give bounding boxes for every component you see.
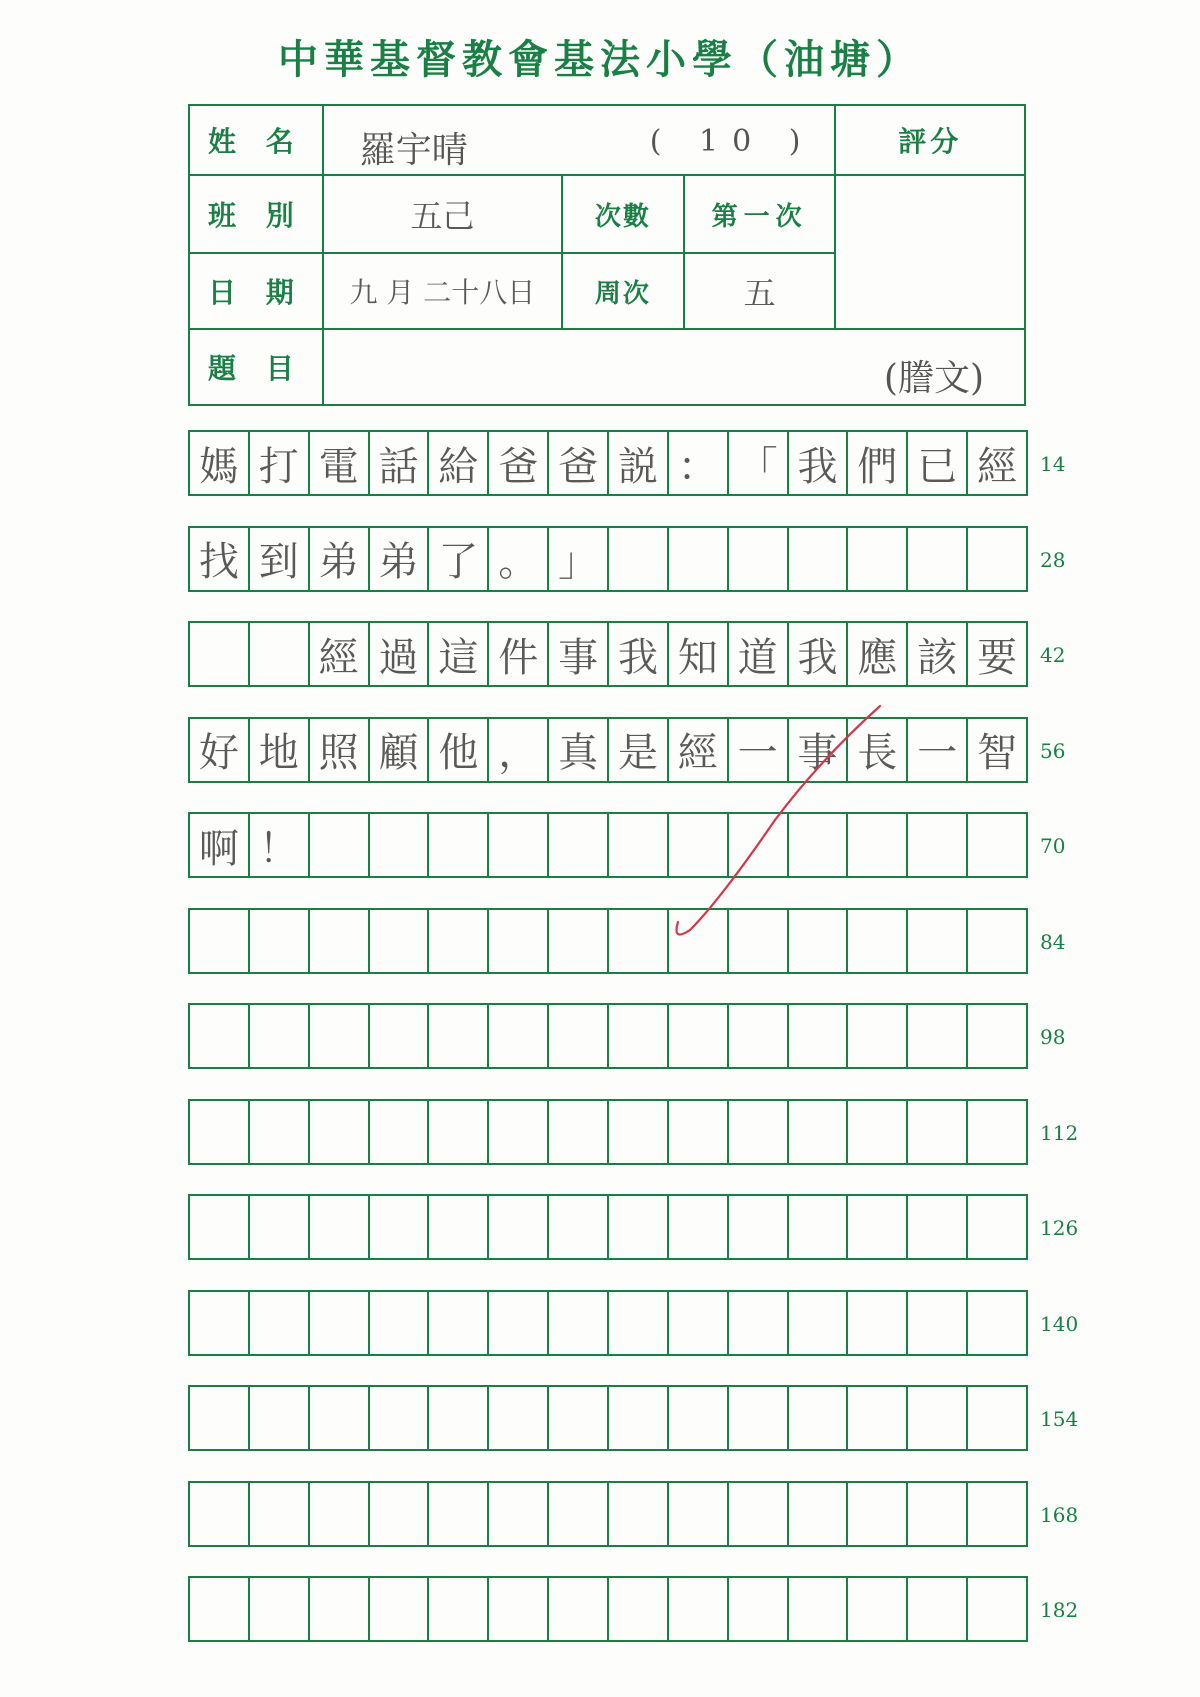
grid-cell — [250, 1578, 310, 1640]
grid-cell — [429, 1101, 489, 1163]
grid-cell — [729, 910, 789, 972]
grid-cell — [669, 1101, 729, 1163]
grid-cell — [968, 1387, 1026, 1449]
grid-cell — [190, 1196, 250, 1258]
grid-cell — [908, 1005, 968, 1067]
grid-cell: 我 — [609, 623, 669, 685]
grid-cell — [848, 1196, 908, 1258]
header-info-table — [188, 104, 1026, 406]
grid-row — [188, 717, 1028, 783]
grid-cell — [429, 1387, 489, 1449]
grid-cell — [489, 814, 549, 876]
grid-cell — [789, 1292, 849, 1354]
grid-cell — [729, 1578, 789, 1640]
grid-cell — [489, 1387, 549, 1449]
grid-cell: 們 — [848, 432, 908, 494]
grid-cell — [609, 1101, 669, 1163]
grid-cell — [429, 1483, 489, 1545]
week-value: 五 — [684, 253, 836, 329]
grid-cell: 我 — [789, 432, 849, 494]
grid-cell — [489, 1196, 549, 1258]
grid-cell — [609, 1292, 669, 1354]
times-value: 第一次 — [684, 175, 836, 253]
grid-cell — [370, 1101, 430, 1163]
grid-cell — [908, 528, 968, 590]
grid-cell — [370, 1578, 430, 1640]
grid-cell: 件 — [489, 623, 549, 685]
grid-cell — [370, 1292, 430, 1354]
grid-cell: ， — [489, 719, 549, 781]
grid-cell — [609, 814, 669, 876]
grid-cell — [190, 1578, 250, 1640]
grid-cell — [370, 814, 430, 876]
grid-cell — [370, 910, 430, 972]
grid-cell: 是 — [609, 719, 669, 781]
grid-cell — [968, 528, 1026, 590]
grid-cell: 照 — [310, 719, 370, 781]
grid-cell — [250, 1005, 310, 1067]
grid-cell — [310, 1578, 370, 1640]
grid-row — [188, 430, 1028, 496]
grid-cell — [908, 1196, 968, 1258]
grid-row — [188, 1290, 1028, 1356]
grid-cell: 爸 — [489, 432, 549, 494]
grid-row — [188, 1576, 1028, 1642]
topic-field — [323, 329, 1025, 405]
grid-row — [188, 1385, 1028, 1451]
grid-cell — [549, 1292, 609, 1354]
grid-cell — [729, 1101, 789, 1163]
grid-cell — [609, 1196, 669, 1258]
score-label: 評分 — [835, 105, 1025, 175]
character-count-label: 98 — [1040, 1025, 1066, 1049]
class-value: 五己 — [323, 175, 562, 253]
grid-cell — [489, 910, 549, 972]
times-label: 次數 — [562, 175, 684, 253]
grid-cell: 打 — [250, 432, 310, 494]
grid-cell: 」 — [549, 528, 609, 590]
grid-cell — [669, 910, 729, 972]
grid-cell — [549, 910, 609, 972]
grid-cell — [789, 814, 849, 876]
grid-cell: 長 — [848, 719, 908, 781]
character-count-label: 84 — [1040, 929, 1066, 954]
grid-cell — [489, 1483, 549, 1545]
grid-cell — [250, 1101, 310, 1163]
grid-cell: 顧 — [370, 719, 430, 781]
grid-cell — [908, 814, 968, 876]
grid-cell — [549, 1578, 609, 1640]
grid-cell — [848, 1578, 908, 1640]
grid-cell — [190, 1387, 250, 1449]
grid-row — [188, 526, 1028, 592]
grid-cell: 已 — [908, 432, 968, 494]
grid-cell — [789, 528, 849, 590]
date-label: 日 期 — [189, 253, 323, 329]
grid-cell — [310, 1483, 370, 1545]
grid-cell — [669, 814, 729, 876]
grid-cell — [968, 1196, 1026, 1258]
grid-cell — [729, 1292, 789, 1354]
character-count-label: 14 — [1040, 452, 1066, 476]
grid-cell: ！ — [250, 814, 310, 876]
topic-label: 題 目 — [189, 329, 323, 405]
grid-cell: 知 — [669, 623, 729, 685]
grid-cell: 到 — [250, 528, 310, 590]
grid-cell — [429, 1578, 489, 1640]
grid-cell — [429, 1005, 489, 1067]
grid-cell — [848, 1387, 908, 1449]
character-count-label: 70 — [1040, 834, 1066, 858]
grid-cell — [310, 1005, 370, 1067]
grid-cell — [968, 814, 1026, 876]
grid-cell — [848, 814, 908, 876]
grid-cell — [190, 1005, 250, 1067]
grid-cell — [908, 1387, 968, 1449]
grid-cell — [968, 1578, 1026, 1640]
grid-cell — [250, 910, 310, 972]
score-box — [835, 175, 1025, 329]
grid-cell — [669, 1578, 729, 1640]
grid-cell — [250, 1483, 310, 1545]
grid-cell — [429, 1292, 489, 1354]
grid-cell — [669, 1292, 729, 1354]
grid-cell — [729, 528, 789, 590]
grid-cell: 爸 — [549, 432, 609, 494]
name-label: 姓 名 — [189, 105, 323, 175]
grid-cell — [609, 1005, 669, 1067]
character-count-label: 154 — [1040, 1407, 1079, 1431]
grid-row — [188, 812, 1028, 878]
date-value: 九 月 二十八日 — [323, 253, 562, 329]
grid-cell — [489, 1578, 549, 1640]
grid-cell — [908, 1101, 968, 1163]
character-count-label: 42 — [1040, 643, 1066, 667]
grid-cell — [609, 1483, 669, 1545]
grid-cell — [848, 1005, 908, 1067]
grid-cell — [549, 1483, 609, 1545]
grid-cell: 了 — [429, 528, 489, 590]
grid-row — [188, 1099, 1028, 1165]
page-title: 中華基督教會基法小學（油塘） — [278, 36, 922, 83]
character-count-label: 126 — [1040, 1216, 1079, 1240]
grid-cell — [190, 1101, 250, 1163]
grid-row — [188, 621, 1028, 687]
grid-cell — [729, 1387, 789, 1449]
grid-cell: 過 — [370, 623, 430, 685]
grid-cell — [429, 910, 489, 972]
grid-cell: 「 — [729, 432, 789, 494]
grid-cell — [549, 1387, 609, 1449]
grid-cell — [250, 1387, 310, 1449]
grid-cell — [669, 1387, 729, 1449]
grid-cell — [609, 1387, 669, 1449]
grid-cell — [789, 1196, 849, 1258]
grid-cell: 説 — [609, 432, 669, 494]
grid-cell — [968, 1292, 1026, 1354]
grid-cell: 地 — [250, 719, 310, 781]
grid-cell — [729, 1483, 789, 1545]
grid-cell — [789, 1578, 849, 1640]
grid-cell — [669, 528, 729, 590]
name-field — [323, 105, 836, 175]
grid-cell: 該 — [908, 623, 968, 685]
grid-cell — [609, 910, 669, 972]
grid-cell — [669, 1483, 729, 1545]
grid-cell — [968, 910, 1026, 972]
grid-cell — [310, 1292, 370, 1354]
grid-cell: 事 — [549, 623, 609, 685]
grid-row — [188, 908, 1028, 974]
grid-cell — [729, 1196, 789, 1258]
grid-cell: ： — [669, 432, 729, 494]
class-label: 班 別 — [189, 175, 323, 253]
grid-cell — [789, 1101, 849, 1163]
grid-cell — [848, 1483, 908, 1545]
grid-cell — [789, 910, 849, 972]
grid-cell: 智 — [977, 730, 1018, 776]
grid-cell — [429, 1196, 489, 1258]
character-count-label: 112 — [1040, 1120, 1079, 1145]
grid-cell — [250, 1292, 310, 1354]
grid-cell — [549, 1005, 609, 1067]
grid-cell — [549, 1196, 609, 1258]
grid-cell — [190, 1483, 250, 1545]
grid-cell: 電 — [310, 432, 370, 494]
grid-cell — [190, 910, 250, 972]
grid-cell — [968, 1101, 1026, 1163]
character-count-label: 140 — [1040, 1311, 1079, 1336]
grid-cell — [908, 910, 968, 972]
grid-cell: 一 — [729, 719, 789, 781]
grid-cell: 事 — [789, 719, 849, 781]
grid-cell — [489, 1292, 549, 1354]
grid-cell — [609, 1578, 669, 1640]
grid-cell — [250, 623, 310, 685]
grid-cell — [310, 1196, 370, 1258]
grid-cell — [789, 1005, 849, 1067]
grid-cell: 找 — [190, 528, 250, 590]
grid-cell: 經 — [310, 623, 370, 685]
grid-cell — [789, 1483, 849, 1545]
grid-cell — [489, 1101, 549, 1163]
grid-row — [188, 1481, 1028, 1547]
grid-cell: 一 — [908, 719, 968, 781]
grid-cell — [310, 910, 370, 972]
grid-cell — [729, 1005, 789, 1067]
grid-cell — [190, 623, 250, 685]
grid-cell — [370, 1483, 430, 1545]
grid-cell — [789, 1387, 849, 1449]
grid-cell — [609, 528, 669, 590]
grid-cell — [908, 1292, 968, 1354]
grid-cell — [968, 1005, 1026, 1067]
grid-cell — [908, 1578, 968, 1640]
grid-cell — [848, 1101, 908, 1163]
grid-cell — [848, 528, 908, 590]
grid-cell: 給 — [429, 432, 489, 494]
character-count-label: 56 — [1040, 738, 1066, 763]
grid-cell — [968, 1483, 1026, 1545]
grid-cell — [848, 910, 908, 972]
grid-cell: 真 — [549, 719, 609, 781]
grid-cell — [370, 1387, 430, 1449]
grid-row — [188, 1003, 1028, 1069]
grid-cell: 啊 — [190, 814, 250, 876]
grid-cell — [729, 814, 789, 876]
grid-cell: 。 — [489, 528, 549, 590]
grid-cell: 好 — [190, 719, 250, 781]
week-label: 周次 — [562, 253, 684, 329]
character-count-label: 168 — [1040, 1502, 1079, 1527]
grid-row — [188, 1194, 1028, 1260]
grid-cell — [310, 814, 370, 876]
grid-cell — [489, 1005, 549, 1067]
grid-cell: 要 — [977, 634, 1018, 681]
grid-cell — [549, 814, 609, 876]
grid-cell: 我 — [789, 623, 849, 685]
grid-cell — [669, 1005, 729, 1067]
grid-cell — [429, 814, 489, 876]
grid-cell: 弟 — [310, 528, 370, 590]
grid-cell — [848, 1292, 908, 1354]
class-number: ( 10 ) — [649, 124, 815, 159]
grid-cell: 經 — [977, 443, 1018, 490]
character-count-label: 28 — [1040, 547, 1066, 572]
grid-cell: 經 — [669, 719, 729, 781]
grid-cell — [310, 1387, 370, 1449]
grid-cell: 他 — [429, 719, 489, 781]
grid-cell: 這 — [429, 623, 489, 685]
grid-cell — [370, 1005, 430, 1067]
grid-cell — [250, 1196, 310, 1258]
grid-cell — [549, 1101, 609, 1163]
grid-cell — [908, 1483, 968, 1545]
grid-cell — [310, 1101, 370, 1163]
grid-cell: 話 — [370, 432, 430, 494]
student-name: 羅宇晴 — [359, 130, 468, 171]
grid-cell — [370, 1196, 430, 1258]
grid-cell — [669, 1196, 729, 1258]
character-count-label: 182 — [1040, 1598, 1079, 1622]
grid-cell: 媽 — [190, 432, 250, 494]
grid-cell: 道 — [729, 623, 789, 685]
topic-value: (謄文) — [883, 358, 984, 399]
grid-cell: 弟 — [370, 528, 430, 590]
grid-cell — [190, 1292, 250, 1354]
grid-cell: 應 — [848, 623, 908, 685]
